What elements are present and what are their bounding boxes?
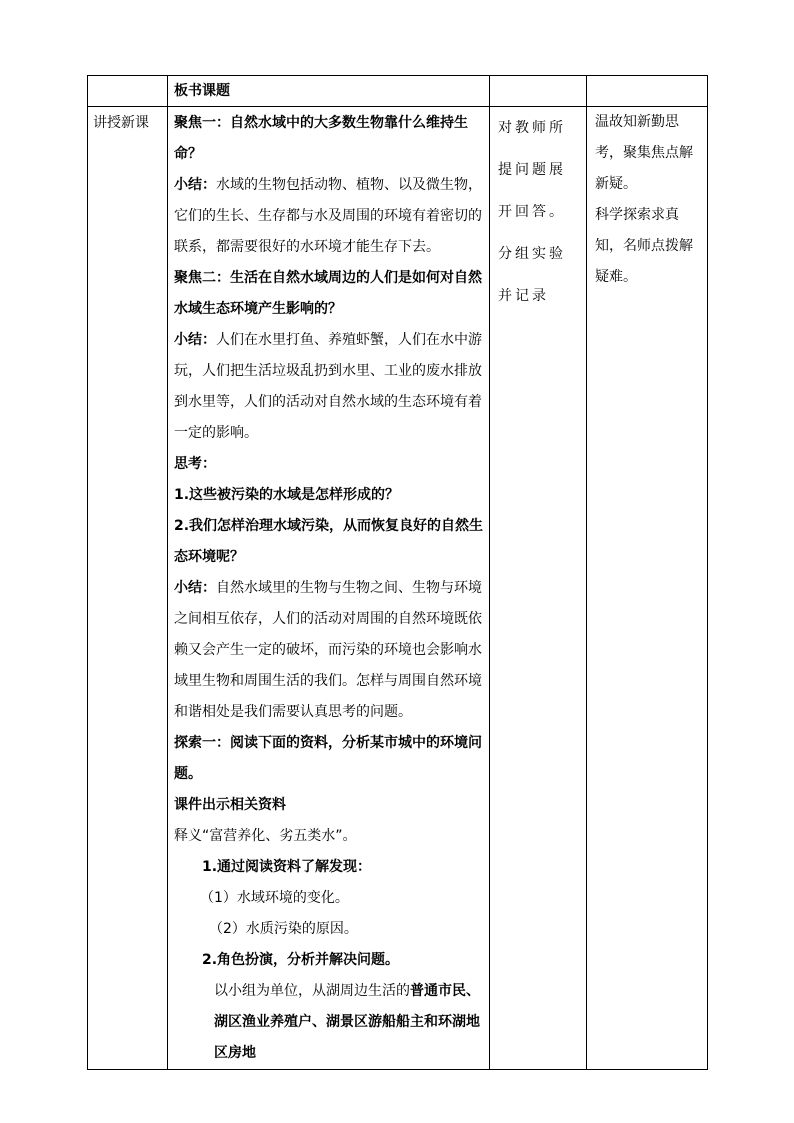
content-paragraph <box>174 914 485 945</box>
summary-label: 小结： <box>174 332 216 348</box>
content-paragraph <box>174 449 485 480</box>
content-text: 课件出示相关资料 <box>174 797 286 813</box>
content-text: 普通市民、湖区渔业养殖户、湖景区游船船主和环湖地区房地 <box>214 983 480 1061</box>
content-paragraph <box>174 511 485 573</box>
header-cell-title <box>168 76 490 107</box>
table-header-row <box>88 76 708 107</box>
content-text: 探索一：阅读下面的资料，分析某市城中的环境问题。 <box>174 735 482 782</box>
content-text: 以小组为单位，从湖周边生活的 <box>214 983 410 999</box>
content-paragraph <box>174 325 485 449</box>
content-paragraph <box>174 883 485 914</box>
content-paragraph <box>174 108 485 170</box>
teacher-content <box>168 107 489 1069</box>
content-text: 聚焦一：自然水域中的大多数生物靠什么维持生命？ <box>174 115 468 162</box>
header-cell-intent <box>587 76 708 107</box>
content-text: 1.通过阅读资料了解发现： <box>202 859 372 875</box>
content-text: 聚焦二：生活在自然水域周边的人们是如何对自然水域生态环境产生影响的？ <box>174 270 482 317</box>
content-text: （1）水域环境的变化。 <box>200 890 349 906</box>
content-paragraph <box>174 821 485 852</box>
content-text: 释义“富营养化、劣五类水”。 <box>174 828 357 844</box>
content-paragraph <box>174 945 485 976</box>
content-paragraph <box>174 852 485 883</box>
board-title: 板书课题 <box>174 83 230 99</box>
content-paragraph <box>174 790 485 821</box>
content-paragraph <box>174 728 485 790</box>
design-intent-1: 温故知新勤思考，聚集焦点解新疑。 <box>595 114 693 192</box>
header-cell-stage <box>88 76 168 107</box>
summary-label: 小结： <box>174 177 216 193</box>
content-text: （2）水质污染的原因。 <box>209 921 358 937</box>
design-intent-2: 科学探索求真知，名师点拨解疑难。 <box>595 207 693 285</box>
summary-label: 小结： <box>174 580 216 596</box>
header-cell-student <box>490 76 587 107</box>
stage-label: 讲授新课 <box>93 115 149 131</box>
content-text: 思考： <box>174 456 216 472</box>
stage-cell <box>88 107 168 1070</box>
design-intent-cell <box>587 107 708 1070</box>
content-text: 2.我们怎样治理水域污染，从而恢复良好的自然生态环境呢？ <box>174 518 484 565</box>
student-activity-cell <box>490 107 587 1070</box>
content-text: 2.角色扮演，分析并解决问题。 <box>202 952 400 968</box>
table-row <box>88 107 708 1070</box>
student-activity-answer: 对教师所提问题展开回答。 <box>498 120 566 220</box>
content-text: 人们在水里打鱼、养殖虾蟹，人们在水中游玩，人们把生活垃圾乱扔到水里、工业的废水排放到水里等，人们的活动对自然水域的生态环境有着一定的影响。 <box>174 332 482 441</box>
content-paragraph <box>174 170 485 263</box>
student-activity-experiment: 分组实验并记录 <box>498 246 566 304</box>
lesson-plan-table <box>87 75 708 1070</box>
content-paragraph <box>174 480 485 511</box>
content-text: 水域的生物包括动物、植物、以及微生物，它们的生长、生存都与水及周围的环境有着密切的联系，都需要很好的水环境才能生存下去。 <box>174 177 482 255</box>
content-paragraph <box>174 573 485 728</box>
content-text: 自然水域里的生物与生物之间、生物与环境之间相互依存，人们的活动对周围的自然环境既依赖又会产生一定的破坏，而污染的环境也会影响水域里生物和周围生活的我们。怎样与周围自然环境和谐相处是我们需要认真思考的问题。 <box>174 580 482 720</box>
content-paragraph <box>174 263 485 325</box>
teacher-content-cell <box>168 107 490 1070</box>
content-text: 1.这些被污染的水域是怎样形成的？ <box>174 487 400 503</box>
content-paragraph <box>174 976 485 1069</box>
